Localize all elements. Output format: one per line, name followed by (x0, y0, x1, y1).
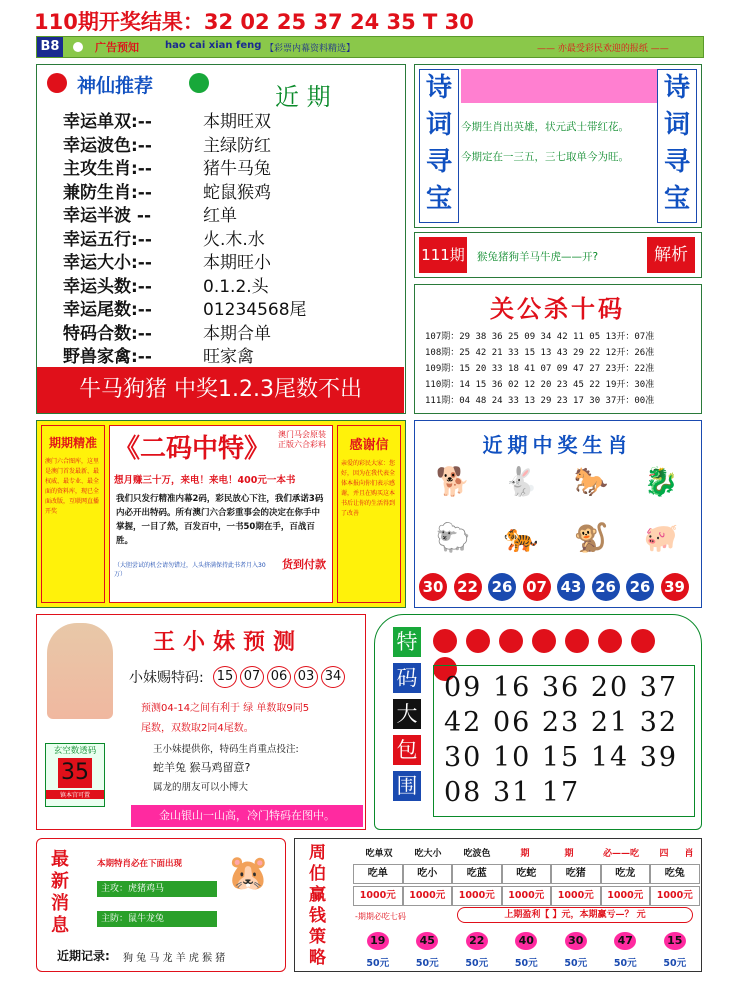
animal-pig-icon: 🐖 (643, 521, 679, 554)
result-ball: 43 (557, 573, 585, 601)
zb-small-row (353, 951, 701, 969)
jx-label: 解析 (647, 237, 695, 273)
ad-block (36, 420, 406, 608)
zb-small-cell: 50元 (663, 958, 687, 969)
xs-row (63, 295, 403, 319)
zb-small-cell: 50元 (514, 958, 538, 969)
xs-row (63, 342, 403, 366)
xs-row-key: 野兽家禽:-- (63, 347, 152, 367)
xs-row-value: 0.1.2.头 (203, 276, 269, 297)
wx-num-ball: 03 (294, 666, 318, 688)
xs-row (63, 131, 403, 155)
ad-label: 广告预知 (95, 41, 139, 54)
ad-body: 我们只发行精准内幕2码，彩民放心下注，我们承诺3码内必开出特码。所有澳门六合彩重事会的决定在你手中掌握，一目了然，百发百中，一书50期在手，百战百胜。 (116, 494, 324, 546)
gs-box (414, 284, 702, 414)
zb-ball: 19 (367, 932, 389, 950)
wx-num-ball: 15 (213, 666, 237, 688)
wx-bar (131, 805, 363, 827)
xs-box (36, 64, 406, 414)
zb-header-cell: 必——吃 (602, 849, 639, 859)
tm-rows (444, 670, 684, 810)
zb-header-cell: 吃波色 (463, 849, 491, 859)
poem-char-r1: 诗 (663, 73, 690, 103)
wx-box (36, 614, 366, 830)
ad-right (337, 425, 401, 603)
news-box (36, 838, 286, 972)
zb-ball-cell (601, 929, 651, 950)
avatar (47, 623, 113, 719)
red-dot-icon (499, 629, 523, 653)
animal-sheep-icon: 🐑 (435, 521, 471, 554)
news-rec: 近期记录: (57, 949, 110, 963)
xs-list (63, 107, 403, 366)
xs-row-key: 兼防生肖:-- (63, 182, 152, 203)
tm-side-char: 围 (393, 771, 421, 801)
zb-ball-cell (650, 929, 700, 950)
zb-ball-cell (353, 929, 403, 950)
zj-title: 近期中奖生肖 (482, 433, 633, 457)
zb-cell: 吃小 (403, 864, 453, 884)
xs-banner-text: 牛马狗猪 中奖1.2.3尾数不出 (79, 377, 362, 402)
zb-balls (353, 929, 701, 949)
zb-small-cell: 50元 (613, 958, 637, 969)
poem-left-col (419, 69, 459, 223)
pinyin: hao cai xian feng (165, 40, 262, 51)
zb-header-cell: 吃单双 (365, 849, 393, 859)
red-dot-icon (631, 629, 655, 653)
tm-grid (433, 665, 695, 817)
zb-money-cell: 1000元 (601, 886, 651, 906)
xk-stamp: 镇本宫可置 (46, 790, 104, 799)
zb-ball-cell (452, 929, 502, 950)
zb-side-char: 钱 (309, 906, 326, 926)
ad-center (109, 425, 333, 603)
xs-row-key: 主攻生肖:-- (63, 159, 152, 179)
wx-pred-2: 尾数，双数取2同4尾数。 (141, 723, 254, 734)
zb-money-cell: 1000元 (452, 886, 502, 906)
zb-money-row (353, 883, 701, 903)
gs-title (415, 289, 700, 324)
slogan: —— 亦最受彩民欢迎的报纸 —— (537, 44, 669, 54)
xs-row-value: 主绿防红 (203, 135, 271, 156)
xs-row-key: 幸运单双:-- (63, 112, 152, 132)
gs-list (425, 329, 700, 409)
poem-char-4: 宝 (425, 184, 452, 214)
animal-dragon-icon: 🐉 (643, 465, 679, 498)
xk-num: 35 (58, 758, 92, 788)
zb-ball-cell (551, 929, 601, 950)
tm-row: 08 31 17 (444, 777, 581, 808)
tm-side-char: 包 (393, 735, 421, 765)
issue-label: 111期 (419, 237, 467, 273)
zb-box (294, 838, 702, 972)
zb-ball: 40 (515, 932, 537, 950)
zb-row-1 (353, 861, 701, 881)
gs-row: 111期：04 48 24 33 13 29 23 17 30 37开：00准 (425, 396, 655, 406)
result-ball: 39 (661, 573, 689, 601)
animal-monkey-icon: 🐒 (573, 521, 609, 554)
xs-row-key: 幸运五行:-- (63, 229, 152, 250)
zb-header (353, 841, 701, 859)
zb-header-cell: 吃大小 (414, 849, 442, 859)
zb-mid-1: -期期必吃七码 (355, 912, 406, 921)
wx-tip: 王小妹提供你，特码生肖重点投注: (153, 744, 299, 755)
wx-nums (213, 665, 348, 688)
hamster-icon: 🐹 (227, 853, 270, 893)
zj-balls (419, 573, 699, 601)
zb-header-cell: 期 (520, 849, 530, 859)
xs-row-key: 幸运半波 -- (63, 206, 152, 226)
tm-side-char: 大 (393, 699, 421, 729)
xs-row (63, 272, 403, 296)
zb-side-char: 赢 (309, 885, 326, 905)
header-bar (36, 36, 704, 58)
news-side-char: 消 (51, 893, 69, 914)
result-ball: 26 (626, 573, 654, 601)
ad-left-body: 澳门六合图库，这里是澳门首发最新、最权威、最专业、最全面的资料库，现已全面改版，互联网直播开奖 (45, 458, 100, 515)
ad-right-title: 感谢信 (349, 438, 389, 453)
zb-header-cell: 期 (564, 849, 574, 859)
red-dot-icon (565, 629, 589, 653)
xs-row-value: 旺家禽 (203, 347, 254, 367)
zb-cell: 吃蛇 (502, 864, 552, 884)
news-t: 本期特肖必在下面出现 (97, 859, 183, 869)
poem-char-2: 词 (425, 110, 452, 140)
gs-row: 107期：29 38 36 25 09 34 42 11 05 13开：07准 (425, 332, 655, 342)
zj-box (414, 420, 702, 608)
ad-call: 货到付款 (282, 558, 326, 571)
tm-row: 30 10 15 14 39 (444, 742, 679, 773)
zb-cell: 吃猪 (551, 864, 601, 884)
zb-header-cell: 四 (659, 849, 669, 859)
xs-row (63, 201, 403, 225)
zb-ball: 45 (416, 932, 438, 950)
wx-zodiac-2: 属龙的朋友可以小博大 (153, 782, 249, 793)
zb-side-char: 周 (309, 843, 326, 863)
xs-row-key: 幸运波色:-- (63, 135, 152, 156)
ad-left (41, 425, 105, 603)
poem-char-1: 诗 (425, 73, 452, 103)
xs-row (63, 225, 403, 249)
zb-money-cell: 1000元 (502, 886, 552, 906)
xs-row-value: 本期旺小 (203, 253, 271, 273)
xs-row (63, 248, 403, 272)
news-side-char: 最 (51, 849, 69, 870)
xs-row (63, 154, 403, 178)
xs-row (63, 178, 403, 202)
tm-side-char: 特 (393, 627, 421, 657)
poem-right-col (657, 69, 697, 223)
zb-money-cell: 1000元 (551, 886, 601, 906)
wx-num-ball: 34 (321, 666, 345, 688)
xs-row-value: 猪牛马兔 (203, 159, 271, 179)
zb-ball: 22 (466, 932, 488, 950)
zb-ball: 30 (565, 932, 587, 950)
red-dot-icon (532, 629, 556, 653)
animal-rabbit-icon: 🐇 (503, 465, 539, 498)
result-ball: 26 (488, 573, 516, 601)
zb-cell: 吃龙 (601, 864, 651, 884)
result-ball: 30 (419, 573, 447, 601)
tm-row: 09 16 36 20 37 (444, 672, 679, 703)
xs-row-value: 01234568尾 (203, 300, 307, 320)
xk-box (45, 743, 105, 807)
tm-box (374, 614, 702, 830)
ad-right-body: 亲爱的彩民大家：您好，因为在我代表全体本报向你们表示感谢，并且在购买这本书后让你的生活得到了改善 (341, 460, 396, 517)
zb-small-cell: 50元 (366, 958, 390, 969)
near-label: 近 期 (275, 83, 331, 111)
wx-num-ball: 07 (240, 666, 264, 688)
gs-row: 109期：15 20 33 18 41 07 09 47 27 23开：22准 (425, 364, 655, 374)
zb-money-cell: 1000元 (353, 886, 403, 906)
issue-text: 猴兔猪狗羊马牛虎——开? (477, 251, 599, 263)
news-g2-text: 主防：鼠牛龙兔 (101, 914, 165, 924)
xs-banner (37, 367, 404, 413)
news-side-char: 新 (51, 871, 69, 892)
zb-side-char: 略 (309, 948, 326, 968)
news-side-char: 息 (51, 915, 69, 936)
xs-row-value: 本期旺双 (203, 112, 271, 132)
gs-row: 110期：14 15 36 02 12 20 23 45 22 19开：30准 (425, 380, 655, 390)
xs-row-key: 幸运头数:-- (63, 276, 152, 297)
news-side (51, 849, 73, 937)
tm-row: 42 06 23 21 32 (444, 707, 679, 738)
red-dot-icon (466, 629, 490, 653)
xs-row-value: 蛇鼠猴鸡 (203, 182, 271, 203)
xs-title: 神仙推荐 (77, 75, 154, 97)
xk-label: 玄空数透码 (53, 746, 97, 756)
gs-row: 108期：25 42 21 33 15 13 43 29 22 12开：26准 (425, 348, 655, 358)
news-recv: 狗 兔 马 龙 羊 虎 猴 猪 (123, 953, 226, 964)
zb-small-cell: 50元 (465, 958, 489, 969)
zb-small-cell: 50元 (415, 958, 439, 969)
news-g1 (97, 881, 217, 897)
zb-ball: 15 (664, 932, 686, 950)
wx-bar-text: 金山银山一山高，冷门特码在图中。 (159, 809, 335, 822)
ad-red-line: 想月赚三十万，来电！来电！400元一本书 (114, 475, 296, 486)
dot-icon (73, 42, 83, 52)
zb-header-cell: 肖 (684, 849, 694, 859)
wx-num-ball: 06 (267, 666, 291, 688)
zb-ball-cell (403, 929, 453, 950)
red-dot-icon (598, 629, 622, 653)
wx-pred-1: 预测04-14之间有利于 绿 单数取9同5 (141, 703, 310, 714)
poem-char-r4: 宝 (663, 184, 690, 214)
wx-zodiac: 蛇羊兔 猴马鸡留意? (153, 761, 251, 774)
zb-cell: 吃兔 (650, 864, 700, 884)
news-g1-text: 主攻：虎猪鸡马 (101, 884, 165, 894)
zb-side-char: 伯 (309, 864, 326, 884)
xs-row-value: 火.木.水 (203, 229, 265, 250)
tm-side (393, 627, 421, 807)
result-ball: 26 (592, 573, 620, 601)
animal-tiger-icon: 🐅 (503, 521, 539, 554)
news-g2 (97, 911, 217, 927)
issue-box (414, 232, 702, 278)
xs-row-key: 特码合数:-- (63, 323, 152, 344)
tm-side-char: 码 (393, 663, 421, 693)
xs-row-key: 幸运尾数:-- (63, 300, 152, 320)
red-dot-icon (47, 73, 67, 93)
poem-char-r3: 寻 (663, 147, 690, 177)
poem-box (414, 64, 702, 228)
result-ball: 22 (454, 573, 482, 601)
red-dot-icon (433, 629, 457, 653)
page-tag: B8 (37, 37, 63, 57)
xs-row-value: 本期合单 (203, 323, 271, 344)
zb-mid-2-text: 上期盈利【 】元，本期赢亏—？ 元 (504, 910, 646, 920)
zb-money-cell: 1000元 (650, 886, 700, 906)
poem-line-2: 今期定在一三五，三七取单今为旺。 (461, 151, 629, 163)
ad-left-title: 期期精准 (48, 436, 97, 450)
zb-mid-2 (457, 907, 693, 923)
ad-center-title: 《二码中特》 (114, 434, 271, 464)
zb-small-cell: 50元 (564, 958, 588, 969)
ad-center-side: 澳门马会原装正版六合彩料 (278, 430, 326, 449)
poem-char-3: 寻 (425, 147, 452, 177)
xs-row-key: 幸运大小:-- (63, 253, 152, 273)
gs-title-text: 关公杀十码 (490, 295, 625, 323)
result-ball: 07 (523, 573, 551, 601)
zb-ball: 47 (614, 932, 636, 950)
poem-line-1: 今期生肖出英雄，状元武士带红花。 (461, 121, 629, 133)
ad-foot: （大胆尝试的机会请勿错过，人头挤满保持此书者月入30万） (114, 562, 266, 578)
wx-label: 小妹赐特码: (129, 670, 204, 686)
zb-ball-cell (502, 929, 552, 950)
xs-row-value: 红单 (203, 206, 237, 226)
zb-cell: 吃蓝 (452, 864, 502, 884)
green-dot-icon (189, 73, 209, 93)
zb-money-cell: 1000元 (403, 886, 453, 906)
subtitle: 【彩票内幕资料精选】 (265, 44, 356, 54)
animal-dog-icon: 🐕 (435, 465, 471, 498)
pink-block (461, 69, 657, 103)
zb-cell: 吃单 (353, 864, 403, 884)
poem-char-r2: 词 (663, 110, 690, 140)
zb-side-char: 策 (309, 927, 326, 947)
animal-horse-icon: 🐎 (573, 465, 609, 498)
zb-side (309, 843, 331, 969)
header-title: 110期开奖结果：32 02 25 37 24 35 T 30 (34, 10, 474, 34)
xs-row (63, 107, 403, 131)
wx-title: 王小妹预测 (153, 629, 304, 655)
xs-row (63, 319, 403, 343)
